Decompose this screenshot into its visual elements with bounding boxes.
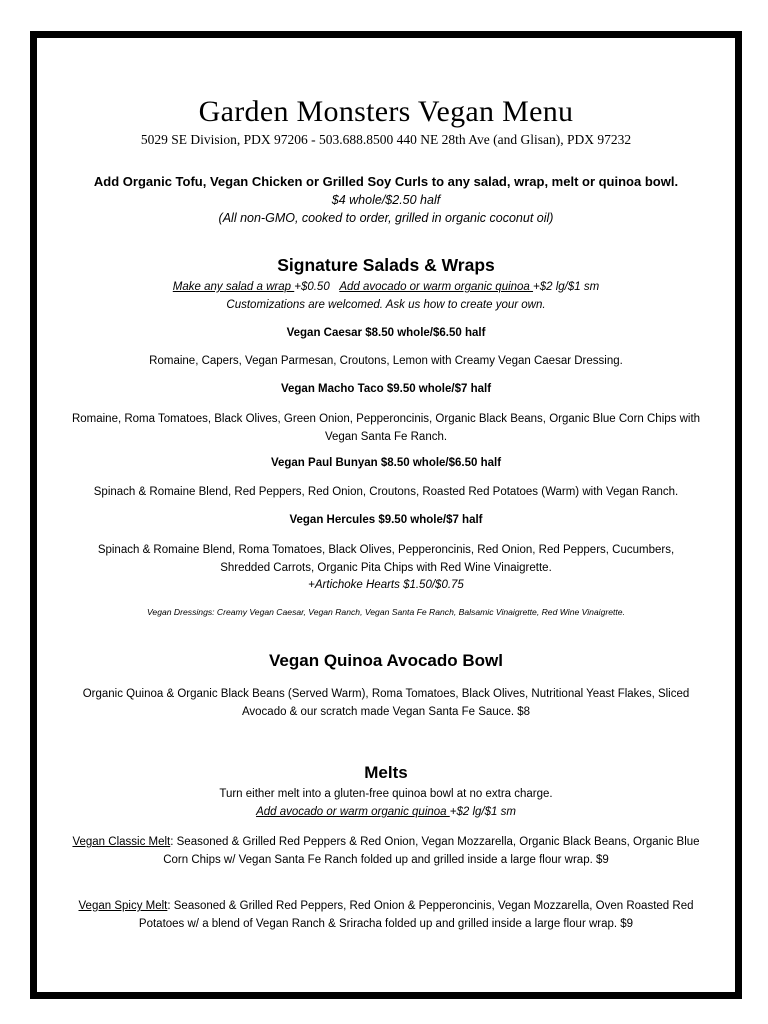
salad-options-line bbox=[30, 281, 742, 293]
salad-item-desc: Romaine, Roma Tomatoes, Black Olives, Green Onion, Pepperoncinis, Organic Black Beans, Organic Blue Corn Chips with Vegan Santa Fe Ranch. bbox=[71, 413, 701, 443]
salad-item-name: Vegan Hercules $9.50 whole/$7 half bbox=[289, 514, 483, 526]
customization-note: Customizations are welcomed. Ask us how to create your own. bbox=[226, 299, 546, 311]
salad-item-name: Vegan Macho Taco $9.50 whole/$7 half bbox=[280, 383, 492, 395]
section-heading-quinoa: Vegan Quinoa Avocado Bowl bbox=[269, 651, 503, 670]
salad-item-desc: Romaine, Capers, Vegan Parmesan, Croutons, Lemon with Creamy Vegan Caesar Dressing. bbox=[149, 355, 623, 367]
salad-item-desc: Spinach & Romaine Blend, Roma Tomatoes, Black Olives, Pepperoncinis, Red Onion, Red Peppers, Cucumbers, Shredded Carrots, Organic Pita Chips with Red Wine Vinaigrette. bbox=[97, 544, 675, 574]
melts-avocado-price: +$2 lg/$1 sm bbox=[449, 806, 516, 818]
wrap-option-price: +$0.50 bbox=[294, 281, 330, 293]
melts-avocado-link[interactable]: Add avocado or warm organic quinoa bbox=[256, 806, 450, 818]
avocado-option-link[interactable]: Add avocado or warm organic quinoa bbox=[339, 281, 534, 293]
salad-item-name: Vegan Caesar $8.50 whole/$6.50 half bbox=[286, 327, 486, 339]
melt-item-desc: : Seasoned & Grilled Red Peppers, Red Onion & Pepperoncinis, Vegan Mozzarella, Oven Roasted Red Potatoes w/ a blend of Vegan Ranch & Sriracha folded up and grilled inside a large flour wrap. $9 bbox=[138, 900, 694, 930]
melt-item-name: Vegan Classic Melt bbox=[72, 836, 171, 848]
salad-item-name: Vegan Paul Bunyan $8.50 whole/$6.50 half bbox=[270, 457, 502, 469]
addon-headline: Add Organic Tofu, Vegan Chicken or Grilled Soy Curls to any salad, wrap, melt or quinoa bowl. bbox=[93, 174, 679, 189]
avocado-option-price: +$2 lg/$1 sm bbox=[533, 281, 600, 293]
melt-item bbox=[30, 833, 742, 869]
addon-price: $4 whole/$2.50 half bbox=[331, 193, 441, 207]
salad-item-extra: +Artichoke Hearts $1.50/$0.75 bbox=[308, 579, 464, 591]
wrap-option-link[interactable]: Make any salad a wrap bbox=[172, 281, 295, 293]
section-heading-salads: Signature Salads & Wraps bbox=[277, 255, 495, 275]
salad-item-desc: Spinach & Romaine Blend, Red Peppers, Red Onion, Croutons, Roasted Red Potatoes (Warm) with Vegan Ranch. bbox=[93, 486, 679, 498]
section-heading-melts: Melts bbox=[364, 763, 408, 782]
quinoa-desc: Organic Quinoa & Organic Black Beans (Served Warm), Roma Tomatoes, Black Olives, Nutritional Yeast Flakes, Sliced Avocado & our scratch made Vegan Santa Fe Sauce. $8 bbox=[82, 688, 690, 718]
addon-note: (All non-GMO, cooked to order, grilled in organic coconut oil) bbox=[218, 211, 554, 225]
melt-item-name: Vegan Spicy Melt bbox=[78, 900, 168, 912]
melts-avocado-line bbox=[30, 806, 742, 818]
dressings-list: Vegan Dressings: Creamy Vegan Caesar, Vegan Ranch, Vegan Santa Fe Ranch, Balsamic Vinaigrette, Red Wine Vinaigrette. bbox=[147, 607, 625, 617]
melt-item-desc: : Seasoned & Grilled Red Peppers & Red Onion, Vegan Mozzarella, Organic Black Beans, Organic Blue Corn Chips w/ Vegan Santa Fe Ranch folded up and grilled inside a large flour wrap. $9 bbox=[163, 836, 700, 866]
menu-page bbox=[30, 31, 742, 999]
page-title: Garden Monsters Vegan Menu bbox=[198, 95, 574, 128]
melts-note: Turn either melt into a gluten-free quinoa bowl at no extra charge. bbox=[219, 788, 553, 800]
address-line: 5029 SE Division, PDX 97206 - 503.688.8500 440 NE 28th Ave (and Glisan), PDX 97232 bbox=[140, 132, 632, 147]
melt-item bbox=[30, 897, 742, 933]
